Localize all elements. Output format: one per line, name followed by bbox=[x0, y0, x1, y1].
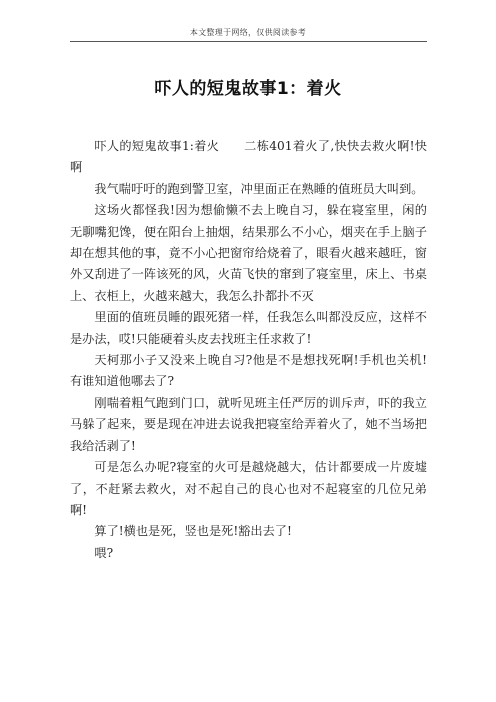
paragraph: 我气喘吁吁的跑到警卫室，冲里面正在熟睡的值班员大叫到。 bbox=[94, 181, 424, 196]
document-title: 吓人的短鬼故事1：着火 bbox=[154, 79, 342, 99]
header-divider bbox=[70, 41, 427, 42]
document-body bbox=[70, 136, 427, 564]
paragraph: 算了!横也是死，竖也是死!豁出去了! bbox=[94, 524, 292, 539]
paragraph: 里面的值班员睡的跟死猪一样，任我怎么叫都没反应，这样不是办法，哎!只能硬着头皮去找班主任求救了! bbox=[70, 310, 427, 346]
paragraph: 吓人的短鬼故事1:着火 二栋401着火了,快快去救火啊!快啊 bbox=[70, 139, 427, 175]
paragraph: 可是怎么办呢?寝室的火可是越烧越大，估计都要成一片废墟了，不赶紧去救火，对不起自己的良心也对不起寝室的几位兄弟啊! bbox=[70, 460, 427, 517]
paragraph: 喂? bbox=[94, 545, 114, 560]
paragraph: 这场火都怪我!因为想偷懒不去上晚自习，躲在寝室里，闲的无聊嘴犯馋，便在阳台上抽烟，结果那么不小心，烟夹在手上脑子却在想其他的事，竟不小心把窗帘给烧着了，眼看火越来越旺，窗外又刮进了一阵该死的风，火苗飞快的窜到了寝室里，床上、书桌上、衣柜上，火越来越大，我怎么扑都扑不灭 bbox=[70, 203, 427, 303]
header-note: 本文整理于网络，仅供阅读参考 bbox=[189, 28, 307, 37]
paragraph: 天柯那小子又没来上晚自习?他是不是想找死啊!手机也关机!有谁知道他哪去了? bbox=[70, 353, 427, 389]
paragraph: 刚喘着粗气跑到门口，就听见班主任严厉的训斥声，吓的我立马躲了起来，要是现在冲进去说我把寝室给弄着火了，她不当场把我给活剥了! bbox=[70, 395, 427, 453]
